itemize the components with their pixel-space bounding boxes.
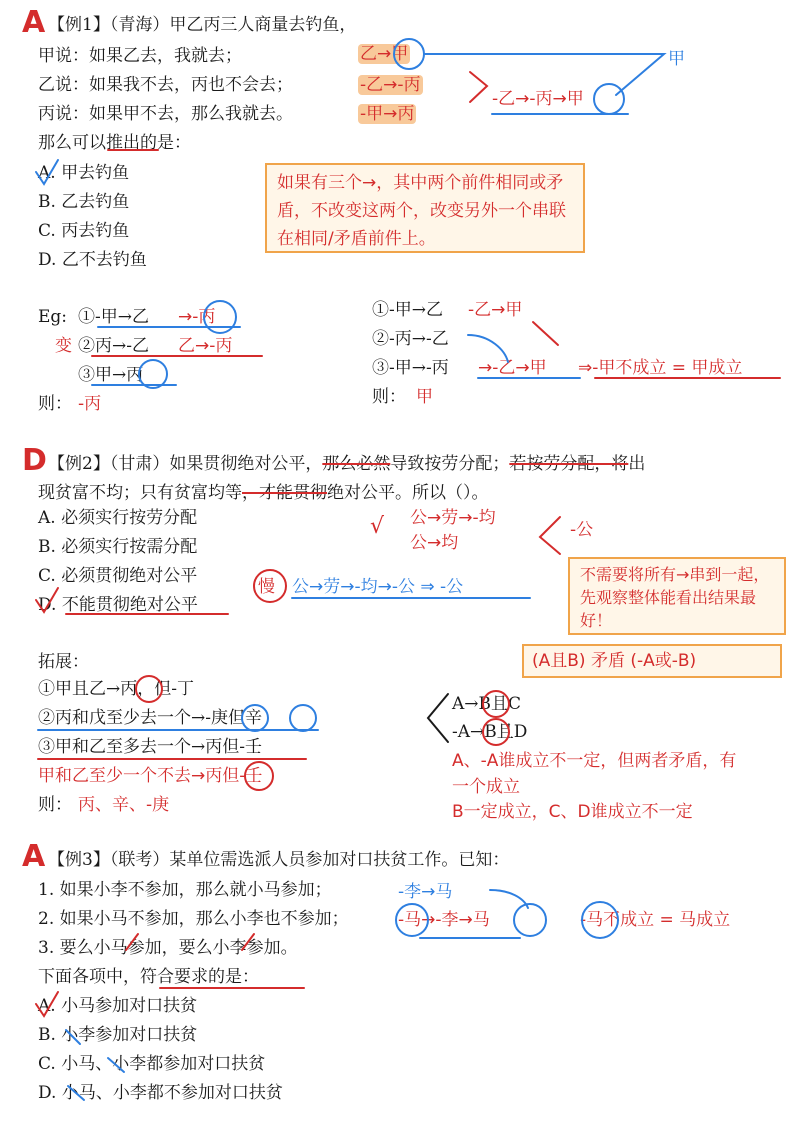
brace-icon [470,72,487,102]
option-a: A. 必须实行按劳分配 [38,508,198,528]
tip-box-1: 如果有三个→，其中两个前件相同或矛盾，不改变这两个，改变另外一个串联在相同/矛盾前件上。 [265,163,585,253]
note-rule-2: -乙→-丙 [360,75,421,95]
eg2-line-3: ③-甲→-丙 [372,358,449,378]
ex3-note-2: -马→-李→马 [398,910,490,930]
example3-line: 3. 要么小马参加，要么小李参加。 [38,938,298,958]
ext-line-1: ①甲且乙→丙，但-丁 [38,679,194,699]
ex3-note-1: -李→马 [398,882,453,902]
brace-icon [428,694,448,742]
answer-mark-1: A [22,5,46,40]
circle-jia [594,84,624,114]
eg-result-label: 则： [38,394,72,414]
answer-mark-3: A [22,839,46,874]
eg-line-1b: →-丙 [178,307,216,327]
eg2-result-label: 则： [372,387,406,407]
option-c: C. 必须贯彻绝对公平 [38,566,198,586]
option-b: B. 乙去钓鱼 [38,192,130,212]
eg-line-1: ①-甲→乙 [78,307,149,327]
option-d: D. 不能贯彻绝对公平 [38,595,198,615]
ext-explain-2: B一定成立，C、D谁成立不一定 [452,802,693,822]
circle-xin [290,705,316,731]
ex2-note-1: 公→劳→-均 [410,508,496,528]
eg2-line-3c: ⇒-甲不成立 = 甲成立 [578,358,743,378]
option-c: C. 丙去钓鱼 [38,221,130,241]
eg-line-2b: 乙→-丙 [178,336,233,356]
eg-line-3: ③甲→丙 [78,365,144,385]
example1-question: 那么可以推出的是： [38,133,191,153]
ext-title: 拓展： [38,652,89,672]
ext-line-3: ③甲和乙至多去一个→丙但-壬 [38,737,262,757]
option-d: D. 乙不去钓鱼 [38,250,147,270]
tip-box-2: 不需要将所有→串到一起，先观察整体能看出结果最好！ [568,557,786,635]
arrow-curve [490,890,528,908]
option-a: A. 小马参加对口扶贫 [38,996,198,1016]
eg-label: Eg: [38,307,68,327]
ext-rule-2: -A→B且D [452,722,528,742]
eg2-line-1b: -乙→甲 [468,300,523,320]
example3-heading: 【例3】（联考）某单位需选派人员参加对口扶贫工作。已知： [48,850,510,870]
eg-result: -丙 [78,394,102,414]
example1-line: 丙说：如果甲不去，那么我就去。 [38,104,293,124]
check-mark: √ [370,514,385,539]
answer-mark-2: D [22,443,47,478]
eg-line-2: ②丙→-乙 [78,336,149,356]
example3-line: 1. 如果小李不参加，那么就小马参加； [38,880,332,900]
ext-result: 丙、辛、-庚 [78,795,170,815]
ext-rule-1: A→B且C [452,694,522,714]
example1-line: 甲说：如果乙去，我就去； [38,46,242,66]
eg2-line-3b: →-乙→甲 [478,358,547,378]
option-c: C. 小马、小李都参加对口扶贫 [38,1054,266,1074]
ext-result-label: 则： [38,795,72,815]
ext-line-2: ②丙和戊至少去一个→-庚但辛 [38,708,262,728]
example3-question: 下面各项中，符合要求的是： [38,967,259,987]
option-b: B. 小李参加对口扶贫 [38,1025,198,1045]
rule-box: (A且B) 矛盾 (-A或-B) [522,644,782,678]
brace-icon [540,517,560,554]
ex3-note-3: -马不成立 = 马成立 [580,910,731,930]
ex2-note-3: -公 [570,520,594,540]
eg2-line-2: ②-丙→-乙 [372,329,449,349]
example1-line: 乙说：如果我不去，丙也不会去； [38,75,293,95]
example1-heading: 【例1】（青海）甲乙丙三人商量去钓鱼， [48,15,357,35]
option-b: B. 必须实行按需分配 [38,537,198,557]
example2-heading: 【例2】（甘肃）如果贯彻绝对公平，那么必然导致按劳分配；若按劳分配，将出 [48,454,646,474]
example3-line: 2. 如果小马不参加，那么小李也不参加； [38,909,349,929]
circle-ma [514,904,546,936]
eg2-line-1: ①-甲→乙 [372,300,443,320]
ext-explain-1: A、-A谁成立不一定，但两者矛盾，有一个成立 [452,751,737,797]
note-chain: -乙→-丙→甲 [492,89,584,109]
option-d: D. 小马、小李都不参加对口扶贫 [38,1083,283,1103]
option-a: A. 甲去钓鱼 [38,163,130,183]
arrow-down [533,322,558,345]
example2-line-2: 现贫富不均；只有贫富均等，才能贯彻绝对公平。所以（）。 [38,483,489,503]
eg-bian: 变 [55,336,72,356]
ex2-chain: 公→劳→-均→-公 ⇒ -公 [292,577,464,597]
note-tail: 甲 [668,49,685,69]
note-rule-3: -甲→丙 [360,104,415,124]
ext-line-4: 甲和乙至少一个不去→丙但-壬 [38,766,263,786]
ex2-note-2: 公→均 [410,533,459,553]
eg2-result: 甲 [416,387,433,407]
note-rule-1: 乙→甲 [360,44,409,64]
slow-label: 慢 [258,577,275,597]
